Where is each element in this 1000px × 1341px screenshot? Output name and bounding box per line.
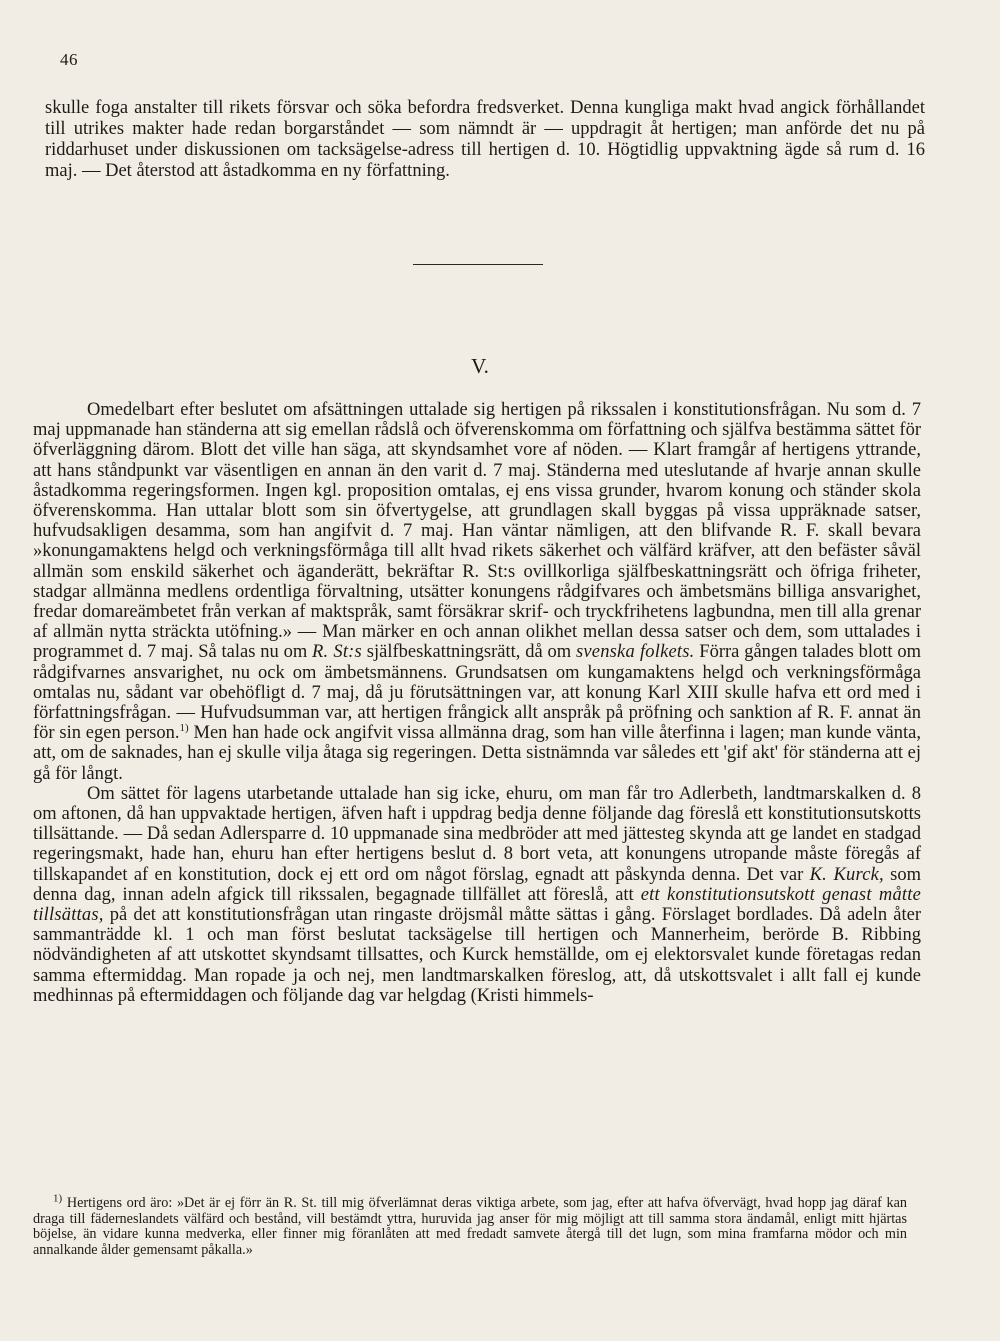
body-text: [33, 400, 921, 1006]
paragraph-1-emphasis-b: svenska folkets.: [575, 642, 695, 663]
footnote: [33, 1192, 907, 1258]
paragraph-2-emphasis-b: ett konstitutionsutskott genast måtte tillsättas,: [33, 884, 921, 926]
paragraph-2-text-a: Om sättet för lagens utarbetande uttalade han sig icke, ehuru, om man får tro Adlerbeth, landtmarskalken d. 8 om aftonen, då han uppvaktade hertigen, äfven haft i uppdrag bedja denne följande dag föreslå ett konstitutionsutskotts tillsättande. — Då sedan Adlersparre d. 10 uppmanade sina medbröder att med jättesteg skynda att ge landet en stadgad regeringsmakt, hade han, ehuru han efter hertigens beslut d. 8 bort veta, att konungens utropande måste föregås af tillskapandet af en konstitution, dock ej ett ord om något förslag, egnadt att påskynda denna. Det var: [33, 783, 921, 885]
footnote-reference[interactable]: 1): [179, 722, 189, 735]
paragraph-2-emphasis-a: K. Kurck,: [809, 864, 884, 885]
paragraph-2-text-b: som denna dag, innan adeln afgick till rikssalen, begagnade tillfället att föreslå, att: [33, 864, 922, 905]
footnote-paragraph: [33, 1192, 907, 1258]
paragraph-1-text-d: Men han hade ock angifvit vissa allmänna drag, som han ville återfinna i lagen; man kunde vänta, att, om de saknades, han ej skulle vilja åtaga sig regeringen. Detta sistnämnda var således ett 'gif akt' för ständerna att ej gå för långt.: [33, 723, 921, 784]
paragraph-1: [33, 400, 921, 784]
top-paragraph: skulle foga anstalter till rikets försvar och söka befordra fredsverket. Denna kungliga makt hvad angick förhållandet till utrikes makter hade redan borgarståndet — som nämndt är — uppdragit åt hertigen; man anförde det nu på riddarhuset under diskussionen om tacksägelse-adress till hertigen d. 10. Högtidlig uppvaktning ägde så rum d. 16 maj. — Det återstod att åstadkomma en ny författning.: [45, 98, 925, 181]
paragraph-1-text-a: Omedelbart efter beslutet om afsättningen uttalade sig hertigen på rikssalen i konstitutionsfrågan. Nu som d. 7 maj uppmanade han ständerna att sig emellan rådslå och öfverenskomma om författning och själfva bestämma sättet för öfverläggning därom. Blott det ville han säga, att skyndsamhet vore af nöden. — Klart framgår af hertigens yttrande, att hans ståndpunkt var väsentligen en annan än den varit d. 7 maj. Ständerna med uteslutande af hvarje annan skulle åstadkomma regeringsformen. Ingen kgl. proposition omtalas, ej ens vissa grunder, hvarom konung och ständer skola öfverenskomma. Han uttalar blott som sin öfvertygelse, att grundlagen skall byggas på vissa uppräknade satser, hufvudsakligen desamma, som han angifvit d. 7 maj. Han väntar nämligen, att den blifvande R. F. skall bevara »konungamaktens helgd och verkningsförmåga till allt hvad rikets säkerhet och välfärd kräfver, att den befäster såväl allmän som enskild säkerhet och äganderätt, bekräftar R. St:s ovillkorliga själfbeskattningsrätt och öfriga friheter, stadgar allmänna medlens ordentliga förvaltning, utsätter konungens rådgifvares och ämbetsmäns billiga ansvarighet, fredar domareämbetet från verkan af maktspråk, samt försäkrar skrif- och tryckfrihetens lagbundna, men till alla grenar af allmän nytta sträckta utöfning.» — Man märker en och annan olikhet mellan dessa satser och dem, som uttalades i programmet d. 7 maj. Så talas nu om: [33, 400, 921, 663]
footnote-text: Hertigens ord äro: »Det är ej förr än R. St. till mig öfverlämnat deras viktiga arbete, som jag, efter att hafva öfvervägt, hvad hopp jag däraf kan draga till fäderneslandets välfärd och bestånd, vill bestämdt yttra, huruvida jag anser för mig möjligt att till samma stora ändamål, enligt mitt hjärtas böjelse, än vidare kunna medverka, eller finner mig föranlåten att med fredadt samvete återgå till det lugn, som mina framfarna mödor och min annalkande ålder gemensamt påkalla.»: [33, 1195, 907, 1258]
section-heading: V.: [471, 354, 489, 378]
top-paragraph-block: [45, 98, 925, 182]
paragraph-1-text-c: Förra gången talades blott om rådgifvarnes ansvarighet, nu ock om ämbetsmännens. Grundsatsen om kungamaktens helgd och verkningsförmåga omtalas nu, sådant var obehöfligt d. 7 maj, då ju förutsättningen var, att konung Karl XIII skulle hafva ett ord med i författningsfrågan. — Hufvudsumman var, att hertigen frångick allt anspråk på pröfning och sanktion af R. F. annat än för sin egen person.: [33, 642, 922, 744]
footnote-marker: 1): [53, 1192, 63, 1205]
page-number: 46: [60, 50, 78, 69]
paragraph-1-text-b: själfbeskattningsrätt, då om: [361, 642, 576, 663]
paragraph-2: [33, 784, 921, 1006]
section-divider: [413, 264, 543, 265]
paragraph-1-emphasis-a: R. St:s: [312, 642, 362, 663]
paragraph-2-text-c: på det att konstitutionsfrågan utan ringaste dröjsmål måtte sättas i gång. Förslaget bordlades. Då adeln åter sammanträdde kl. 1 och man först beslutat tacksägelse till hertigen och Mannerheim, berörde B. Ribbing nödvändigheten af att utskottet skyndsamt tillsattes, och Kurck hemställde, om ej elektorsvalet kunde företagas redan samma eftermiddag. Man ropade ja och nej, men landtmarskalken föreslog, att, då utskottsvalet i allt fall ej kunde medhinnas på eftermiddagen och följande dag var helgdag (Kristi himmels-: [33, 905, 921, 1006]
